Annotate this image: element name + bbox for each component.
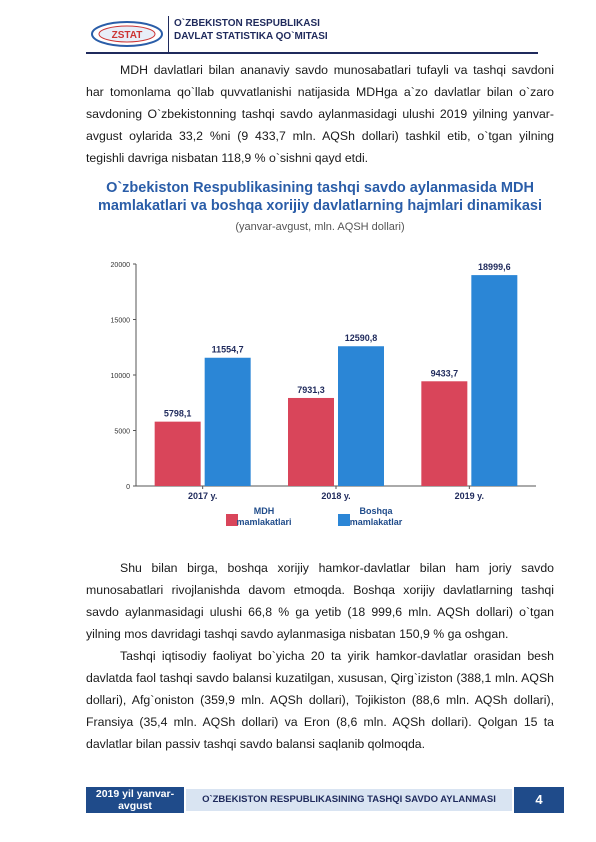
trade-bar-chart	[90, 248, 550, 548]
y-tick-label: 20000	[110, 262, 130, 269]
data-label: 18999,6	[478, 262, 511, 273]
chart-title-line2: mamlakatlari va boshqa xorijiy davlatlarning hajmlari dinamikasi	[97, 198, 543, 214]
data-label: 9433,7	[430, 368, 459, 379]
header-line2: DAVLAT STATISTIKA QO`MITASI	[174, 31, 328, 42]
y-tick-label: 15000	[110, 317, 130, 325]
data-label: 12590,8	[344, 333, 378, 344]
svg-text:ZSTAT: ZSTAT	[111, 30, 143, 41]
legend-label: mamlakatlari	[236, 517, 292, 527]
header-line1: O`ZBEKISTON RESPUBLIKASI	[174, 18, 320, 29]
bar-other-2	[471, 275, 517, 486]
data-label: 11554,7	[211, 344, 244, 355]
footer-period-line2: avgust	[118, 800, 152, 812]
chart-title	[86, 179, 554, 215]
footer-period	[86, 787, 184, 813]
x-tick-label: 2019 y.	[454, 491, 485, 501]
header-rule	[86, 52, 538, 54]
bar-mdh-1	[288, 398, 334, 486]
footer-period-line1: 2019 yil yanvar-	[95, 788, 175, 800]
bar-mdh-0	[155, 422, 201, 486]
header-title	[174, 17, 328, 43]
paragraph-intro: MDH davlatlari bilan ananaviy savdo munosabatlari tufayli va tashqi savdoni har tomonlama qo`llab quvvatlanishi natijasida MDHga a`zo davlatlar bilan o`zaro savdoning O`zbekistonning tashqi savdo aylanmasidagi ulushi 2019 yilning yanvar-avgust oylarida 33,2 %ni (9 433,7 mln. AQSh dollari) tashkil etib, o`tgan yilning tegishli davriga nisbatan 118,9 % o`sishni qayd etdi.	[86, 63, 554, 165]
paragraph-other-countries: Shu bilan birga, boshqa xorijiy hamkor-davlatlar bilan ham joriy savdo munosabatlari rivojlanishda davom etmoqda. Boshqa xorijiy davlatlarning tashqi savdo aylanmasidagi ulushi 66,8 % ga yetib (18 999,6 mln. AQSh dollari) o`tgan yilning mos davridagi tashqi savdo aylanmasiga nisbatan 150,9 % ga oshgan.	[86, 561, 554, 641]
stat-committee-logo	[90, 20, 164, 48]
legend-swatch	[338, 514, 350, 526]
bar-mdh-2	[421, 381, 467, 486]
footer-title: O`ZBEKISTON RESPUBLIKASINING TASHQI SAVDO AYLANMASI	[186, 789, 512, 811]
page-header	[86, 14, 538, 54]
bar-other-1	[338, 346, 384, 486]
page-footer	[86, 787, 564, 813]
chart-subtitle: (yanvar-avgust, mln. AQSH dollari)	[235, 221, 405, 233]
bar-other-0	[205, 358, 251, 486]
data-label: 5798,1	[163, 408, 192, 419]
header-divider	[168, 16, 169, 52]
legend-label: MDH	[253, 506, 275, 516]
legend-label: mamlakatlar	[349, 517, 403, 527]
chart-title-line1: O`zbekiston Respublikasining tashqi savdo aylanmasida MDH	[106, 180, 534, 196]
y-tick-label: 0	[126, 484, 130, 491]
x-tick-label: 2018 y.	[321, 491, 351, 501]
data-label: 7931,3	[297, 384, 325, 395]
legend-label: Boshqa	[359, 506, 393, 516]
page-number: 4	[514, 787, 564, 813]
x-tick-label: 2017 y.	[187, 491, 218, 501]
y-tick-label: 5000	[114, 428, 130, 436]
y-tick-label: 10000	[110, 373, 130, 380]
paragraph-trade-balance: Tashqi iqtisodiy faoliyat bo`yicha 20 ta yirik hamkor-davlatlar orasidan besh davlatda faol tashqi savdo balansi kuzatilgan, xususan, Qirg`iziston (388,1 mln. AQSh dollari), Afg`oniston (359,9 mln. AQSh dollari), Tojikiston (88,6 mln. AQSh dollari), Fransiya (35,4 mln. AQSh dollari) va Eron (8,6 mln. AQSh dollari). Qolgan 15 ta davlatlar bilan passiv tashqi savdo balansi saqlanib qolmoqda.	[86, 649, 554, 751]
